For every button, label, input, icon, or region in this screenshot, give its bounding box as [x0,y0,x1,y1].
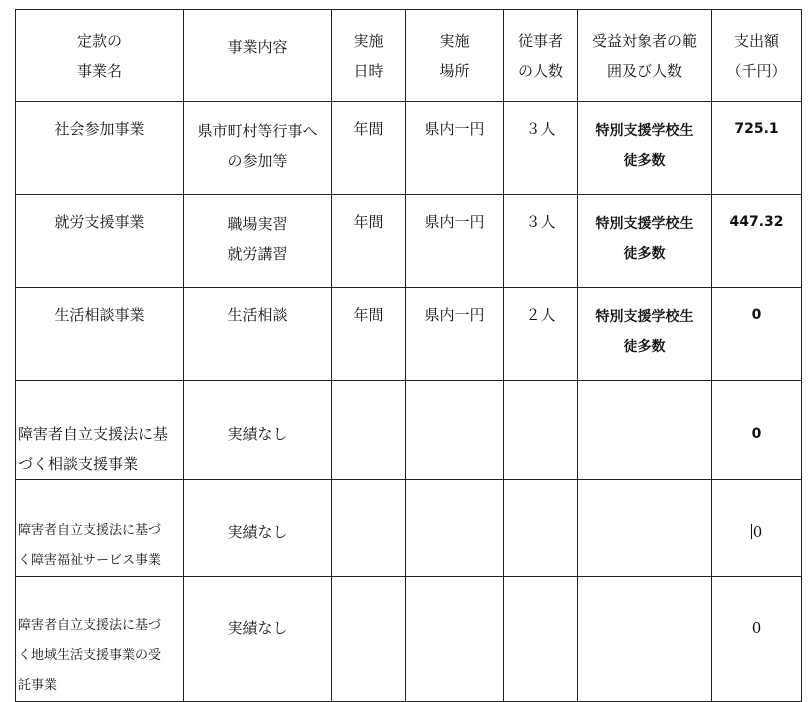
cell-business-name [16,381,184,480]
cell-line: く地域生活支援事業の受 [18,648,162,663]
header-beneficiaries [578,10,712,102]
header-expense [712,10,802,102]
table-row [16,102,802,195]
header-line: 日時 [353,61,384,80]
cell-line: 生活相談事業 [54,306,145,324]
cell-value: 県内一円 [424,120,485,138]
cell-value: 0 [752,523,763,541]
cell-line: く障害福祉サービス事業 [18,553,162,568]
cell-beneficiaries [578,381,712,480]
text-cursor [751,524,752,539]
cell-business-name [16,102,184,195]
cell-line: 職場実習 [227,215,288,233]
cell-line: 特別支援学校生 [595,123,694,139]
header-line: （千円） [726,61,787,80]
cell-expense [712,480,802,577]
header-row [16,10,802,102]
cell-value: 年間 [353,213,384,231]
cell-line: 徒多数 [623,246,666,262]
cell-value: 447.32 [729,214,784,230]
cell-line: づく相談支援事業 [18,455,139,473]
cell-line: 託事業 [18,678,58,693]
cell-value: ２人 [525,306,556,324]
header-place [406,10,504,102]
cell-date [332,381,406,480]
cell-date [332,288,406,381]
header-line: 場所 [439,61,470,80]
cell-beneficiaries [578,102,712,195]
cell-expense [712,288,802,381]
header-content [184,10,332,102]
cell-staff [504,381,578,480]
cell-content [184,381,332,480]
header-line: 事業内容 [227,38,288,56]
header-line: 囲及び人数 [606,61,682,80]
header-line: 事業名 [76,61,122,80]
cell-beneficiaries [578,480,712,577]
cell-place [406,480,504,577]
cell-line: 就労支援事業 [54,213,145,231]
cell-value: 725.1 [734,121,779,137]
header-line: 受益対象者の範 [591,31,697,50]
cell-value: 0 [751,619,762,637]
cell-value: 0 [751,426,762,442]
table-row [16,195,802,288]
header-line: の人数 [517,61,563,80]
table-row [16,480,802,577]
cell-line: 障害者自立支援法に基づ [18,618,162,633]
cell-value: 0 [751,307,762,323]
cell-line: 実績なし [227,523,288,541]
cell-expense [712,195,802,288]
cell-line: 障害者自立支援法に基づ [18,523,162,538]
cell-line: 特別支援学校生 [595,216,694,232]
cell-line: 実績なし [227,619,288,637]
cell-content [184,102,332,195]
cell-business-name [16,577,184,702]
header-line: 実施 [439,31,470,50]
cell-place [406,577,504,702]
cell-staff [504,195,578,288]
cell-content [184,195,332,288]
cell-beneficiaries [578,195,712,288]
cell-place [406,381,504,480]
cell-value: 年間 [353,306,384,324]
cell-date [332,577,406,702]
cell-content [184,577,332,702]
header-business-name [16,10,184,102]
cell-value: ３人 [525,213,556,231]
cell-expense [712,381,802,480]
cell-date [332,102,406,195]
header-line: 実施 [353,31,384,50]
cell-staff [504,102,578,195]
activity-table [15,9,802,702]
cell-beneficiaries [578,577,712,702]
cell-line: 就労講習 [227,245,288,263]
header-line: 定款の [76,31,122,50]
cell-place [406,102,504,195]
table-row [16,577,802,702]
cell-date [332,195,406,288]
cell-value: 年間 [353,120,384,138]
cell-value: 県内一円 [424,306,485,324]
cell-line: 徒多数 [623,339,666,355]
cell-staff [504,480,578,577]
cell-value: 県内一円 [424,213,485,231]
cell-expense [712,102,802,195]
header-line: 従事者 [517,31,563,50]
cell-content [184,480,332,577]
header-date [332,10,406,102]
cell-value: ３人 [525,120,556,138]
cell-line: の参加等 [227,152,288,170]
cell-place [406,288,504,381]
cell-staff [504,288,578,381]
table-row [16,288,802,381]
cell-line: 生活相談 [227,306,288,324]
cell-line: 特別支援学校生 [595,309,694,325]
cell-line: 実績なし [227,425,288,443]
cell-beneficiaries [578,288,712,381]
cell-place [406,195,504,288]
header-staff [504,10,578,102]
cell-line: 社会参加事業 [54,120,145,138]
cell-business-name [16,480,184,577]
cell-expense [712,577,802,702]
cell-line: 障害者自立支援法に基 [18,425,169,443]
cell-date [332,480,406,577]
cell-business-name [16,195,184,288]
cell-business-name [16,288,184,381]
header-line: 支出額 [733,31,779,50]
cell-line: 県市町村等行事へ [197,122,318,140]
cell-staff [504,577,578,702]
cell-content [184,288,332,381]
table-row [16,381,802,480]
cell-line: 徒多数 [623,153,666,169]
